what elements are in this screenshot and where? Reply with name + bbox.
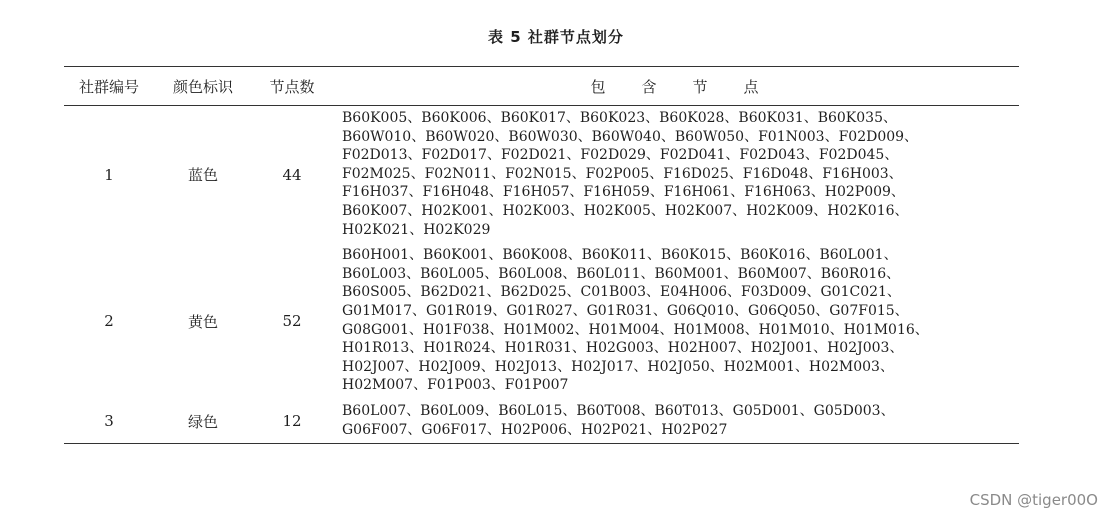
color-label-cell: 绿色 [187,412,218,431]
included-nodes-cell [332,106,1019,244]
community-id-cell: 2 [104,312,114,331]
node-list-line: H02M007、F01P003、F01P007 [342,377,569,394]
header-color-label: 颜色标识 [172,77,233,96]
node-list-line: B60H001、B60K001、B60K008、B60K011、B60K015、B60K016、B60L001、 [342,247,898,264]
node-list-line: B60K007、H02K001、H02K003、H02K005、H02K007、H02K009、H02K016、 [342,202,909,219]
included-nodes-cell [332,399,1019,444]
color-label-cell: 黄色 [187,312,218,331]
node-count-cell: 52 [282,312,302,331]
node-list-line: H02J007、H02J009、H02J013、H02J017、H02J050、H02M001、H02M003、 [342,358,894,375]
community-id-cell: 3 [104,412,114,430]
node-list-line: B60L003、B60L005、B60L008、B60L011、B60M001、B60M007、B60R016、 [342,265,901,282]
node-list-line: F02M025、F02N011、F02N015、F02P005、F16D025、F16D048、F16H003、 [342,165,903,182]
header-included-nodes [332,67,1019,106]
table-row [64,106,1019,244]
node-list-line: F16H037、F16H048、F16H057、F16H059、F16H061、F16H063、H02P009、 [342,184,905,201]
community-table [64,66,1019,444]
header-community-id: 社群编号 [78,77,139,96]
header-node-count: 节点数 [269,77,315,96]
table-body [64,106,1019,444]
node-list-line: G06F007、G06F017、H02P006、H02P021、H02P027 [342,421,728,438]
node-list-line: H01R013、H01R024、H01R031、H02G003、H02H007、H02J001、H02J003、 [342,340,904,357]
node-list-line: B60W010、B60W020、B60W030、B60W040、B60W050、F01N003、F02D009、 [342,128,919,145]
included-nodes-cell [332,243,1019,399]
node-list-line: H02K021、H02K029 [342,221,491,238]
table-row [64,243,1019,399]
table-title: 表 5 社群节点划分 [488,28,624,46]
watermark: CSDN @tiger00O [969,491,1098,509]
node-count-cell: 12 [282,412,302,430]
table-row [64,399,1019,444]
node-list-line: G01M017、G01R019、G01R027、G01R031、G06Q010、G06Q050、G07F015、 [342,302,909,319]
node-list-line: B60L007、B60L009、B60L015、B60T008、B60T013、G05D001、G05D003、 [342,402,895,419]
community-id-cell: 1 [104,165,114,184]
node-list-line: G08G001、H01F038、H01M002、H01M004、H01M008、H01M010、H01M016、 [342,321,929,338]
node-list-line: B60K005、B60K006、B60K017、B60K023、B60K028、B60K031、B60K035、 [342,110,897,126]
node-list-line: B60S005、B62D021、B62D025、C01B003、E04H006、F03D009、G01C021、 [342,284,901,301]
node-count-cell: 44 [282,165,302,184]
header-row [64,67,1019,106]
node-list-line: F02D013、F02D017、F02D021、F02D029、F02D041、F02D043、F02D045、 [342,147,899,164]
color-label-cell: 蓝色 [187,166,218,185]
header-included-nodes-text: 包 含 节 点 [590,77,761,96]
